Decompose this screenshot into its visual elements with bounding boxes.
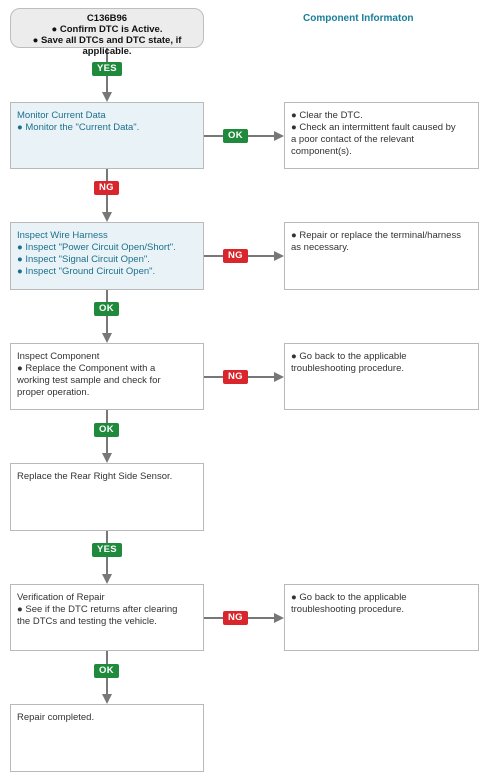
start-line: ● Confirm DTC is Active. (51, 24, 163, 35)
badge-ng: NG (223, 611, 248, 625)
badge-ok: OK (94, 664, 119, 678)
note-text: ● Go back to the applicable (291, 592, 407, 603)
note-go-back-2 (284, 584, 479, 651)
note-repair-harness (284, 222, 479, 290)
badge-yes: YES (92, 62, 122, 76)
step-text: Replace the Rear Right Side Sensor. (17, 471, 173, 482)
note-text: troubleshooting procedure. (291, 604, 405, 615)
step-text: Inspect Component (17, 351, 100, 362)
badge-ok: OK (94, 423, 119, 437)
step-text: ● Inspect "Signal Circuit Open". (17, 254, 150, 265)
badge-ng: NG (223, 249, 248, 263)
start-code: C136B96 (86, 13, 128, 24)
start-line: ● Save all DTCs and DTC state, if applicable. (32, 35, 182, 57)
start-box (10, 8, 204, 57)
step-text: Inspect Wire Harness (17, 230, 108, 241)
badge-ok: OK (94, 302, 119, 316)
step-text: Verification of Repair (17, 592, 105, 603)
step-repair-completed (10, 704, 204, 772)
note-text: as necessary. (291, 242, 349, 253)
note-go-back-1 (284, 343, 479, 410)
badge-ng: NG (94, 181, 119, 195)
step-inspect-wire-harness (10, 222, 204, 290)
note-text: ● Clear the DTC. (291, 110, 363, 121)
note-text: component(s). (291, 146, 352, 157)
note-text: ● Check an intermittent fault caused by (291, 122, 456, 133)
step-inspect-component (10, 343, 204, 410)
step-text: ● See if the DTC returns after clearing (17, 604, 178, 615)
note-text: troubleshooting procedure. (291, 363, 405, 374)
badge-ok: OK (223, 129, 248, 143)
step-text: Monitor Current Data (17, 110, 106, 121)
step-text: the DTCs and testing the vehicle. (17, 616, 157, 627)
badge-yes: YES (92, 543, 122, 557)
step-replace-sensor (10, 463, 204, 531)
step-text: ● Inspect "Power Circuit Open/Short". (17, 242, 176, 253)
note-text: ● Go back to the applicable (291, 351, 407, 362)
step-text: proper operation. (17, 387, 90, 398)
note-text: ● Repair or replace the terminal/harness (291, 230, 461, 241)
step-verification-of-repair (10, 584, 204, 651)
note-clear-dtc (284, 102, 479, 169)
step-text: working test sample and check for (17, 375, 161, 386)
step-text: ● Monitor the "Current Data". (17, 122, 140, 133)
component-information-title: Component Informaton (303, 13, 414, 24)
note-text: a poor contact of the relevant (291, 134, 415, 145)
step-text: Repair completed. (17, 712, 95, 723)
step-monitor-current-data (10, 102, 204, 169)
step-text: ● Replace the Component with a (17, 363, 156, 374)
badge-ng: NG (223, 370, 248, 384)
step-text: ● Inspect "Ground Circuit Open". (17, 266, 156, 277)
